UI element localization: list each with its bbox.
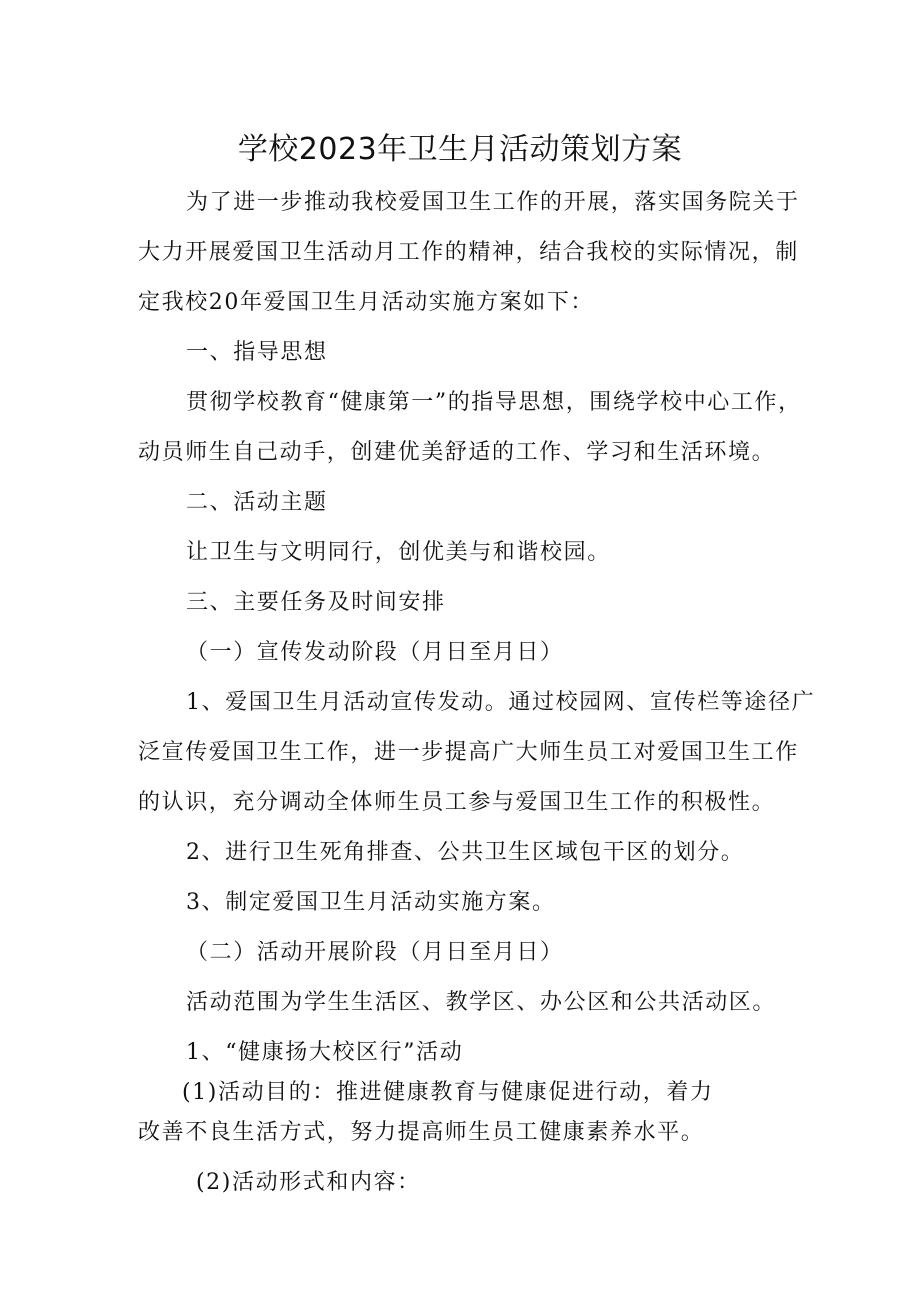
paragraph-line: 动员师生自己动手，创建优美舒适的工作、学习和生活环境。 <box>138 440 776 465</box>
paragraph-line: (1)活动目的：推进健康教育与健康促进行动，着力 <box>182 1080 714 1105</box>
subsection-heading: （二）活动开展阶段（月日至月日） <box>186 940 564 965</box>
paragraph-line: 1、爱国卫生月活动宣传发动。通过校园网、宣传栏等途径广 <box>186 690 816 715</box>
paragraph-line: (2)活动形式和内容： <box>196 1170 421 1195</box>
paragraph-line: 2、进行卫生死角排查、公共卫生区域包干区的划分。 <box>186 840 745 865</box>
section-heading: 一、指导思想 <box>186 340 328 365</box>
paragraph-line: 3、制定爱国卫生月活动实施方案。 <box>186 890 556 915</box>
paragraph-line: 贯彻学校教育“健康第一”的指导思想，围绕学校中心工作， <box>186 390 802 415</box>
paragraph-line: 1、“健康扬大校区行”活动 <box>186 1040 464 1065</box>
paragraph-line: 为了进一步推动我校爱国卫生工作的开展，落实国务院关于 <box>186 190 800 215</box>
subsection-heading: （一）宣传发动阶段（月日至月日） <box>186 640 564 665</box>
section-heading: 二、活动主题 <box>186 490 328 515</box>
section-heading: 三、主要任务及时间安排 <box>186 590 446 615</box>
paragraph-line: 泛宣传爱国卫生工作，进一步提高广大师生员工对爱国卫生工作 <box>138 740 799 765</box>
paragraph-line: 改善不良生活方式，努力提高师生员工健康素养水平。 <box>138 1120 705 1145</box>
paragraph-line: 让卫生与文明同行，创优美与和谐校园。 <box>186 540 611 565</box>
paragraph-line: 活动范围为学生生活区、教学区、办公区和公共活动区。 <box>186 990 777 1015</box>
paragraph-line: 定我校20年爱国卫生月活动实施方案如下： <box>138 290 594 315</box>
paragraph-line: 大力开展爱国卫生活动月工作的精神，结合我校的实际情况，制 <box>138 240 799 265</box>
document-title: 学校2023年卫生月活动策划方案 <box>237 132 683 167</box>
paragraph-line: 的认识，充分调动全体师生员工参与爱国卫生工作的积极性。 <box>138 790 776 815</box>
